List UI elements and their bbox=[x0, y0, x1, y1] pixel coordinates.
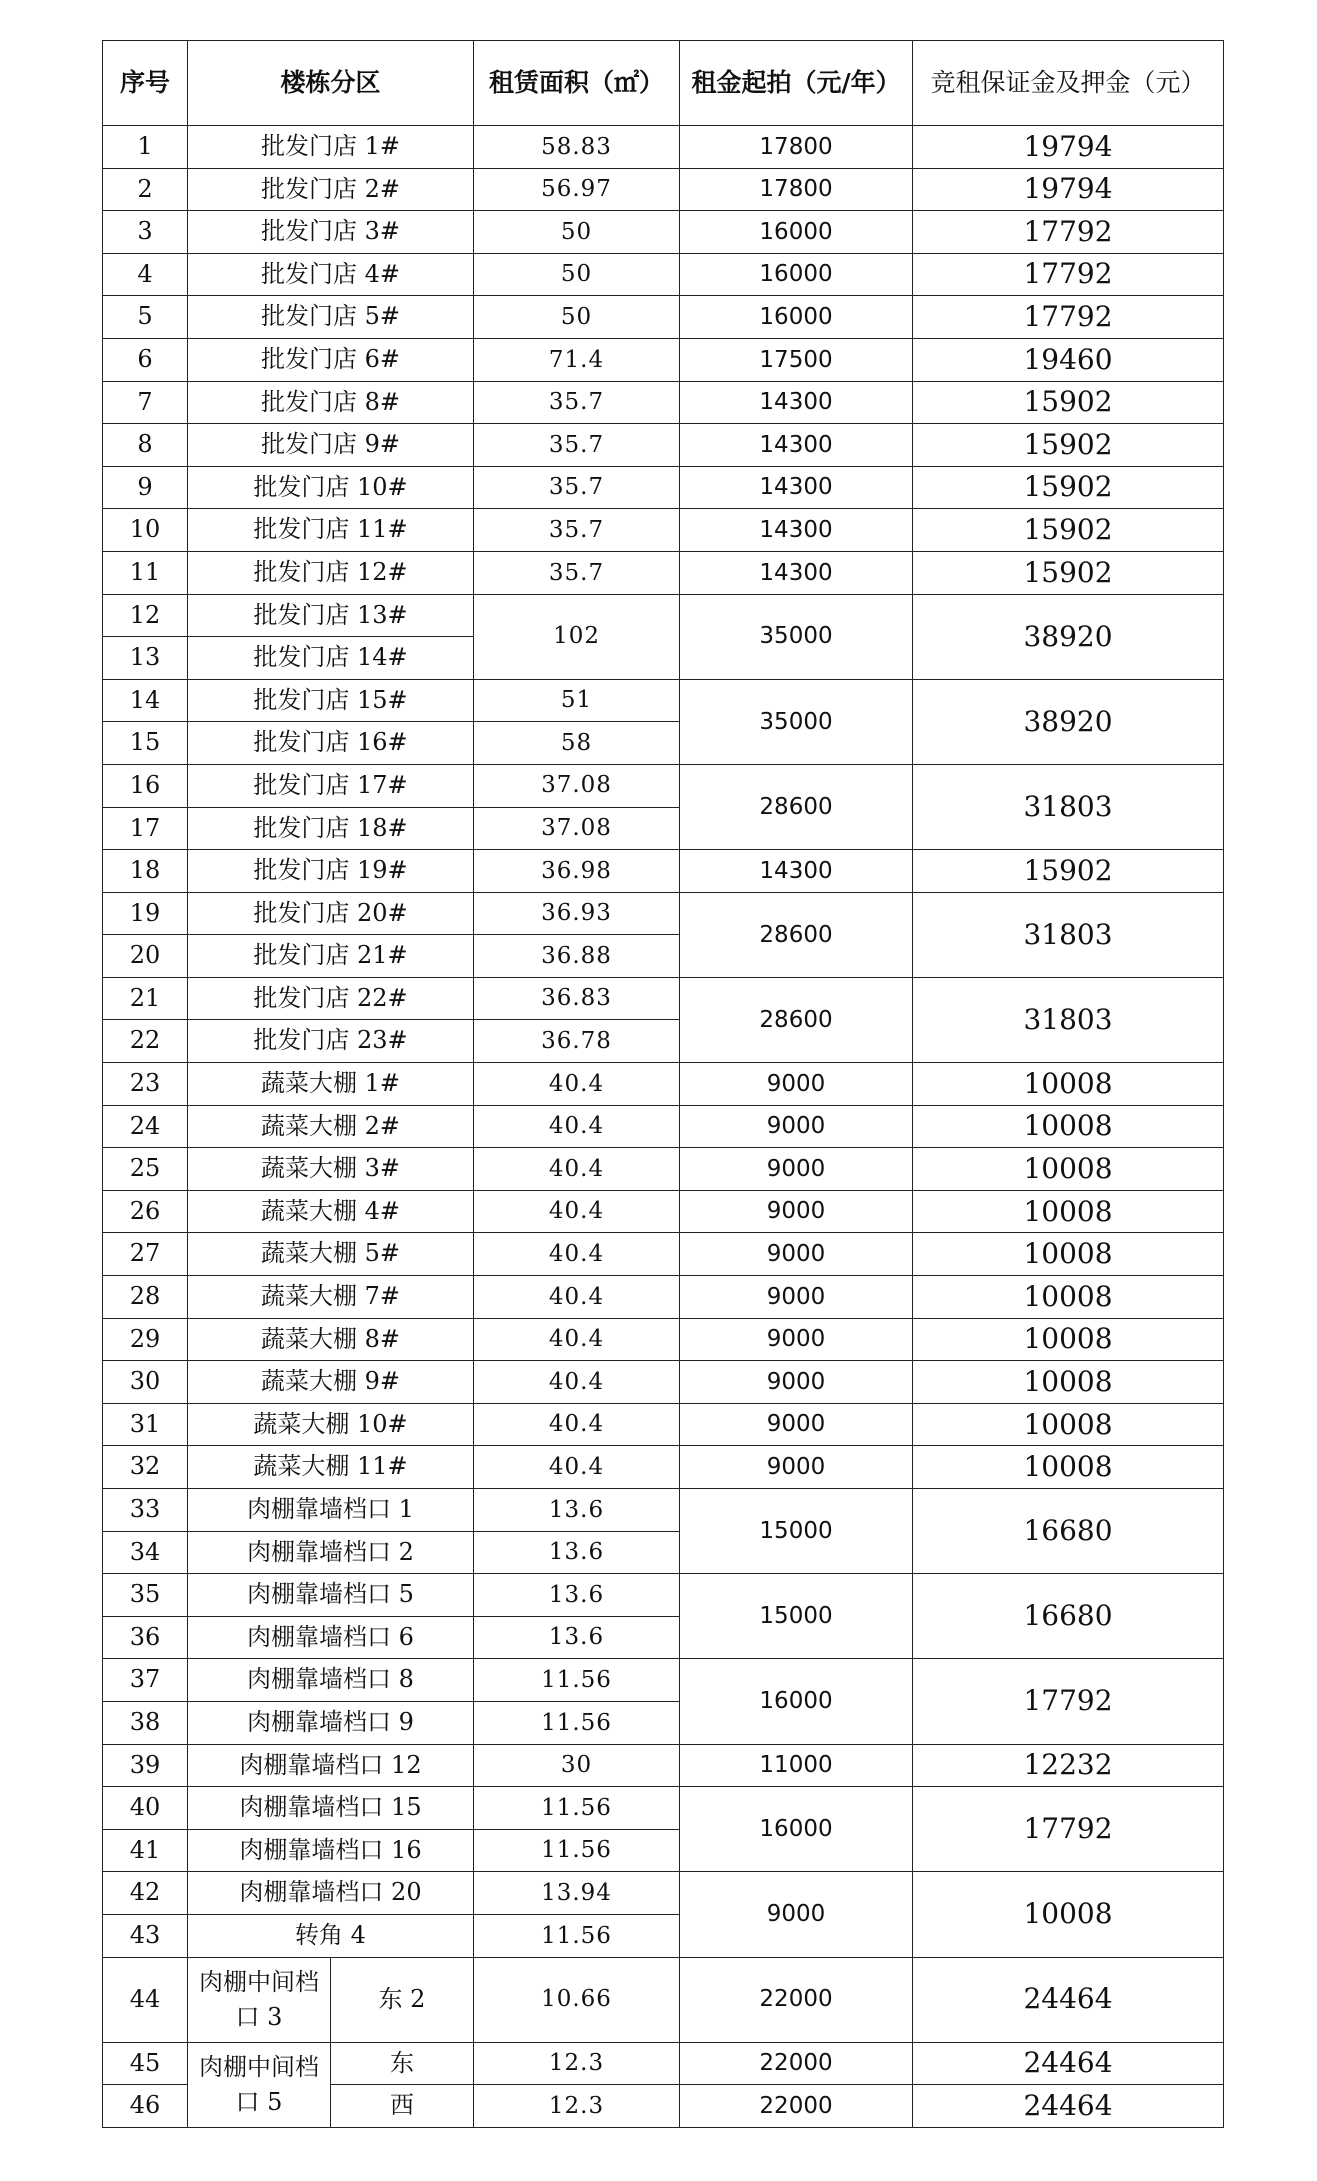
row-area: 102 bbox=[474, 594, 680, 679]
row-no: 27 bbox=[103, 1233, 188, 1276]
row-zone: 蔬菜大棚 8# bbox=[188, 1318, 474, 1361]
row-deposit: 17792 bbox=[913, 1659, 1224, 1744]
row-area: 40.4 bbox=[474, 1276, 680, 1319]
row-no: 19 bbox=[103, 892, 188, 935]
table-row bbox=[103, 1403, 1224, 1446]
table-row bbox=[103, 551, 1224, 594]
row-zone: 批发门店 11# bbox=[188, 509, 474, 552]
row-deposit: 24464 bbox=[913, 1957, 1224, 2042]
row-zone: 肉棚靠墙档口 1 bbox=[188, 1489, 474, 1532]
row-no: 28 bbox=[103, 1276, 188, 1319]
row-rent: 17500 bbox=[680, 338, 913, 381]
row-no: 37 bbox=[103, 1659, 188, 1702]
row-sub: 东 bbox=[331, 2042, 474, 2085]
row-no: 24 bbox=[103, 1105, 188, 1148]
row-no: 14 bbox=[103, 679, 188, 722]
table-row bbox=[103, 466, 1224, 509]
table-row bbox=[103, 1318, 1224, 1361]
header-no: 序号 bbox=[103, 41, 188, 126]
row-zone: 批发门店 3# bbox=[188, 211, 474, 254]
row-area: 12.3 bbox=[474, 2085, 680, 2128]
table-row bbox=[103, 168, 1224, 211]
header-deposit: 竞租保证金及押金（元） bbox=[913, 41, 1224, 126]
row-deposit: 10008 bbox=[913, 1105, 1224, 1148]
row-area: 40.4 bbox=[474, 1318, 680, 1361]
row-rent: 9000 bbox=[680, 1403, 913, 1446]
row-rent: 9000 bbox=[680, 1872, 913, 1957]
row-area: 11.56 bbox=[474, 1701, 680, 1744]
row-no: 22 bbox=[103, 1020, 188, 1063]
table-row bbox=[103, 211, 1224, 254]
row-rent: 16000 bbox=[680, 296, 913, 339]
row-no: 6 bbox=[103, 338, 188, 381]
row-no: 4 bbox=[103, 253, 188, 296]
row-no: 15 bbox=[103, 722, 188, 765]
row-area: 36.93 bbox=[474, 892, 680, 935]
row-no: 36 bbox=[103, 1616, 188, 1659]
row-no: 41 bbox=[103, 1829, 188, 1872]
row-deposit: 17792 bbox=[913, 253, 1224, 296]
row-no: 12 bbox=[103, 594, 188, 637]
header-area: 租赁面积（㎡） bbox=[474, 41, 680, 126]
row-deposit: 31803 bbox=[913, 977, 1224, 1062]
row-zone: 批发门店 18# bbox=[188, 807, 474, 850]
row-deposit: 15902 bbox=[913, 424, 1224, 467]
row-zone: 批发门店 8# bbox=[188, 381, 474, 424]
row-zone: 肉棚靠墙档口 9 bbox=[188, 1701, 474, 1744]
row-zone: 蔬菜大棚 7# bbox=[188, 1276, 474, 1319]
row-rent: 9000 bbox=[680, 1361, 913, 1404]
row-deposit: 15902 bbox=[913, 381, 1224, 424]
row-rent: 28600 bbox=[680, 892, 913, 977]
row-deposit: 15902 bbox=[913, 509, 1224, 552]
row-area: 56.97 bbox=[474, 168, 680, 211]
row-area: 40.4 bbox=[474, 1403, 680, 1446]
row-deposit: 24464 bbox=[913, 2042, 1224, 2085]
row-zone: 批发门店 19# bbox=[188, 850, 474, 893]
row-deposit: 38920 bbox=[913, 679, 1224, 764]
row-area: 10.66 bbox=[474, 1957, 680, 2042]
row-zone: 肉棚靠墙档口 8 bbox=[188, 1659, 474, 1702]
row-no: 1 bbox=[103, 126, 188, 169]
row-deposit: 10008 bbox=[913, 1872, 1224, 1957]
row-deposit: 15902 bbox=[913, 466, 1224, 509]
row-rent: 14300 bbox=[680, 466, 913, 509]
row-rent: 16000 bbox=[680, 1787, 913, 1872]
row-no: 40 bbox=[103, 1787, 188, 1830]
row-area: 13.94 bbox=[474, 1872, 680, 1915]
table-row bbox=[103, 1957, 1224, 2042]
row-area: 36.88 bbox=[474, 935, 680, 978]
header-row bbox=[103, 41, 1224, 126]
row-deposit: 10008 bbox=[913, 1063, 1224, 1106]
table-row bbox=[103, 1190, 1224, 1233]
row-area: 36.78 bbox=[474, 1020, 680, 1063]
row-area: 40.4 bbox=[474, 1105, 680, 1148]
table-row bbox=[103, 892, 1224, 935]
table-row bbox=[103, 509, 1224, 552]
row-zone: 批发门店 10# bbox=[188, 466, 474, 509]
row-deposit: 19794 bbox=[913, 126, 1224, 169]
row-no: 30 bbox=[103, 1361, 188, 1404]
row-rent: 28600 bbox=[680, 977, 913, 1062]
table-row bbox=[103, 296, 1224, 339]
table-row bbox=[103, 1744, 1224, 1787]
row-no: 42 bbox=[103, 1872, 188, 1915]
row-area: 11.56 bbox=[474, 1787, 680, 1830]
row-area: 58 bbox=[474, 722, 680, 765]
row-zone: 蔬菜大棚 10# bbox=[188, 1403, 474, 1446]
row-no: 11 bbox=[103, 551, 188, 594]
row-area: 35.7 bbox=[474, 551, 680, 594]
row-no: 17 bbox=[103, 807, 188, 850]
row-rent: 9000 bbox=[680, 1318, 913, 1361]
row-deposit: 31803 bbox=[913, 892, 1224, 977]
row-zone: 蔬菜大棚 11# bbox=[188, 1446, 474, 1489]
row-rent: 16000 bbox=[680, 211, 913, 254]
row-zone: 肉棚中间档口 3 bbox=[188, 1957, 331, 2042]
row-deposit: 10008 bbox=[913, 1233, 1224, 1276]
table-row bbox=[103, 2042, 1224, 2085]
row-area: 37.08 bbox=[474, 807, 680, 850]
table-row bbox=[103, 381, 1224, 424]
row-deposit: 24464 bbox=[913, 2085, 1224, 2128]
row-rent: 28600 bbox=[680, 764, 913, 849]
table-row bbox=[103, 977, 1224, 1020]
row-no: 3 bbox=[103, 211, 188, 254]
row-no: 9 bbox=[103, 466, 188, 509]
row-deposit: 10008 bbox=[913, 1190, 1224, 1233]
row-deposit: 17792 bbox=[913, 211, 1224, 254]
row-no: 43 bbox=[103, 1914, 188, 1957]
row-area: 40.4 bbox=[474, 1233, 680, 1276]
row-zone: 批发门店 6# bbox=[188, 338, 474, 381]
table-row bbox=[103, 1659, 1224, 1702]
row-area: 13.6 bbox=[474, 1489, 680, 1532]
row-area: 13.6 bbox=[474, 1574, 680, 1617]
row-no: 45 bbox=[103, 2042, 188, 2085]
row-no: 32 bbox=[103, 1446, 188, 1489]
row-deposit: 10008 bbox=[913, 1446, 1224, 1489]
row-no: 2 bbox=[103, 168, 188, 211]
row-area: 35.7 bbox=[474, 424, 680, 467]
row-rent: 9000 bbox=[680, 1446, 913, 1489]
row-zone: 肉棚靠墙档口 15 bbox=[188, 1787, 474, 1830]
row-zone: 批发门店 4# bbox=[188, 253, 474, 296]
row-rent: 17800 bbox=[680, 168, 913, 211]
row-area: 35.7 bbox=[474, 381, 680, 424]
table-row bbox=[103, 850, 1224, 893]
table-row bbox=[103, 253, 1224, 296]
row-zone: 转角 4 bbox=[188, 1914, 474, 1957]
row-no: 26 bbox=[103, 1190, 188, 1233]
row-zone: 批发门店 14# bbox=[188, 637, 474, 680]
row-zone: 蔬菜大棚 4# bbox=[188, 1190, 474, 1233]
row-area: 11.56 bbox=[474, 1829, 680, 1872]
row-zone: 批发门店 17# bbox=[188, 764, 474, 807]
row-deposit: 19460 bbox=[913, 338, 1224, 381]
table-row bbox=[103, 1233, 1224, 1276]
row-deposit: 15902 bbox=[913, 551, 1224, 594]
row-deposit: 10008 bbox=[913, 1276, 1224, 1319]
table-row bbox=[103, 1489, 1224, 1532]
row-rent: 14300 bbox=[680, 850, 913, 893]
row-rent: 14300 bbox=[680, 381, 913, 424]
row-sub: 西 bbox=[331, 2085, 474, 2128]
row-rent: 17800 bbox=[680, 126, 913, 169]
row-no: 10 bbox=[103, 509, 188, 552]
rental-table bbox=[102, 40, 1224, 2128]
row-no: 13 bbox=[103, 637, 188, 680]
row-deposit: 17792 bbox=[913, 1787, 1224, 1872]
row-rent: 9000 bbox=[680, 1105, 913, 1148]
table-row bbox=[103, 594, 1224, 637]
row-zone: 批发门店 15# bbox=[188, 679, 474, 722]
row-zone: 蔬菜大棚 3# bbox=[188, 1148, 474, 1191]
row-zone: 批发门店 5# bbox=[188, 296, 474, 339]
row-rent: 15000 bbox=[680, 1489, 913, 1574]
row-zone: 肉棚靠墙档口 6 bbox=[188, 1616, 474, 1659]
row-zone: 批发门店 21# bbox=[188, 935, 474, 978]
row-no: 16 bbox=[103, 764, 188, 807]
row-area: 51 bbox=[474, 679, 680, 722]
row-zone: 批发门店 13# bbox=[188, 594, 474, 637]
row-no: 29 bbox=[103, 1318, 188, 1361]
row-area: 11.56 bbox=[474, 1914, 680, 1957]
table-row bbox=[103, 1063, 1224, 1106]
table-row bbox=[103, 1276, 1224, 1319]
row-area: 50 bbox=[474, 253, 680, 296]
row-zone: 肉棚靠墙档口 2 bbox=[188, 1531, 474, 1574]
row-zone: 批发门店 2# bbox=[188, 168, 474, 211]
table-row bbox=[103, 424, 1224, 467]
row-no: 39 bbox=[103, 1744, 188, 1787]
table-row bbox=[103, 1787, 1224, 1830]
row-no: 23 bbox=[103, 1063, 188, 1106]
row-area: 13.6 bbox=[474, 1531, 680, 1574]
table-row bbox=[103, 1361, 1224, 1404]
row-area: 40.4 bbox=[474, 1063, 680, 1106]
table-row bbox=[103, 679, 1224, 722]
row-zone: 肉棚靠墙档口 20 bbox=[188, 1872, 474, 1915]
row-rent: 35000 bbox=[680, 594, 913, 679]
row-sub: 东 2 bbox=[331, 1957, 474, 2042]
row-deposit: 38920 bbox=[913, 594, 1224, 679]
row-no: 46 bbox=[103, 2085, 188, 2128]
row-area: 50 bbox=[474, 296, 680, 339]
header-rent: 租金起拍（元/年） bbox=[680, 41, 913, 126]
row-area: 11.56 bbox=[474, 1659, 680, 1702]
row-no: 21 bbox=[103, 977, 188, 1020]
row-no: 33 bbox=[103, 1489, 188, 1532]
row-no: 5 bbox=[103, 296, 188, 339]
row-rent: 9000 bbox=[680, 1276, 913, 1319]
row-area: 35.7 bbox=[474, 466, 680, 509]
row-rent: 11000 bbox=[680, 1744, 913, 1787]
row-rent: 9000 bbox=[680, 1063, 913, 1106]
row-zone: 批发门店 16# bbox=[188, 722, 474, 765]
table-row bbox=[103, 1872, 1224, 1915]
row-deposit: 15902 bbox=[913, 850, 1224, 893]
row-area: 58.83 bbox=[474, 126, 680, 169]
row-deposit: 16680 bbox=[913, 1574, 1224, 1659]
row-no: 44 bbox=[103, 1957, 188, 2042]
row-rent: 16000 bbox=[680, 253, 913, 296]
row-area: 36.83 bbox=[474, 977, 680, 1020]
row-no: 25 bbox=[103, 1148, 188, 1191]
row-area: 37.08 bbox=[474, 764, 680, 807]
row-area: 40.4 bbox=[474, 1148, 680, 1191]
table-row bbox=[103, 764, 1224, 807]
row-zone: 批发门店 23# bbox=[188, 1020, 474, 1063]
row-area: 30 bbox=[474, 1744, 680, 1787]
row-zone: 肉棚靠墙档口 12 bbox=[188, 1744, 474, 1787]
row-zone: 批发门店 22# bbox=[188, 977, 474, 1020]
table-row bbox=[103, 338, 1224, 381]
row-area: 40.4 bbox=[474, 1361, 680, 1404]
row-no: 7 bbox=[103, 381, 188, 424]
row-zone: 肉棚中间档口 5 bbox=[188, 2042, 331, 2127]
row-no: 8 bbox=[103, 424, 188, 467]
row-zone: 蔬菜大棚 2# bbox=[188, 1105, 474, 1148]
row-no: 20 bbox=[103, 935, 188, 978]
row-zone: 蔬菜大棚 1# bbox=[188, 1063, 474, 1106]
table-row bbox=[103, 1574, 1224, 1617]
row-rent: 14300 bbox=[680, 509, 913, 552]
row-rent: 9000 bbox=[680, 1233, 913, 1276]
row-no: 31 bbox=[103, 1403, 188, 1446]
row-zone: 批发门店 9# bbox=[188, 424, 474, 467]
row-rent: 16000 bbox=[680, 1659, 913, 1744]
row-area: 40.4 bbox=[474, 1190, 680, 1233]
table-row bbox=[103, 1105, 1224, 1148]
row-no: 18 bbox=[103, 850, 188, 893]
row-area: 12.3 bbox=[474, 2042, 680, 2085]
row-deposit: 16680 bbox=[913, 1489, 1224, 1574]
row-area: 71.4 bbox=[474, 338, 680, 381]
row-deposit: 31803 bbox=[913, 764, 1224, 849]
row-zone: 蔬菜大棚 9# bbox=[188, 1361, 474, 1404]
row-area: 50 bbox=[474, 211, 680, 254]
row-deposit: 12232 bbox=[913, 1744, 1224, 1787]
row-deposit: 19794 bbox=[913, 168, 1224, 211]
row-area: 40.4 bbox=[474, 1446, 680, 1489]
row-deposit: 10008 bbox=[913, 1361, 1224, 1404]
row-deposit: 10008 bbox=[913, 1403, 1224, 1446]
row-area: 13.6 bbox=[474, 1616, 680, 1659]
row-zone: 批发门店 12# bbox=[188, 551, 474, 594]
row-rent: 22000 bbox=[680, 2042, 913, 2085]
row-no: 35 bbox=[103, 1574, 188, 1617]
row-rent: 14300 bbox=[680, 424, 913, 467]
row-rent: 22000 bbox=[680, 2085, 913, 2128]
row-no: 38 bbox=[103, 1701, 188, 1744]
row-zone: 批发门店 1# bbox=[188, 126, 474, 169]
table-row bbox=[103, 126, 1224, 169]
row-area: 35.7 bbox=[474, 509, 680, 552]
row-zone: 蔬菜大棚 5# bbox=[188, 1233, 474, 1276]
row-zone: 肉棚靠墙档口 16 bbox=[188, 1829, 474, 1872]
row-rent: 35000 bbox=[680, 679, 913, 764]
table-row bbox=[103, 1148, 1224, 1191]
row-zone: 批发门店 20# bbox=[188, 892, 474, 935]
row-rent: 9000 bbox=[680, 1148, 913, 1191]
row-no: 34 bbox=[103, 1531, 188, 1574]
row-rent: 14300 bbox=[680, 551, 913, 594]
row-rent: 22000 bbox=[680, 1957, 913, 2042]
row-deposit: 10008 bbox=[913, 1148, 1224, 1191]
table-row bbox=[103, 1446, 1224, 1489]
row-rent: 15000 bbox=[680, 1574, 913, 1659]
row-deposit: 17792 bbox=[913, 296, 1224, 339]
row-area: 36.98 bbox=[474, 850, 680, 893]
row-rent: 9000 bbox=[680, 1190, 913, 1233]
header-zone: 楼栋分区 bbox=[188, 41, 474, 126]
row-deposit: 10008 bbox=[913, 1318, 1224, 1361]
row-zone: 肉棚靠墙档口 5 bbox=[188, 1574, 474, 1617]
